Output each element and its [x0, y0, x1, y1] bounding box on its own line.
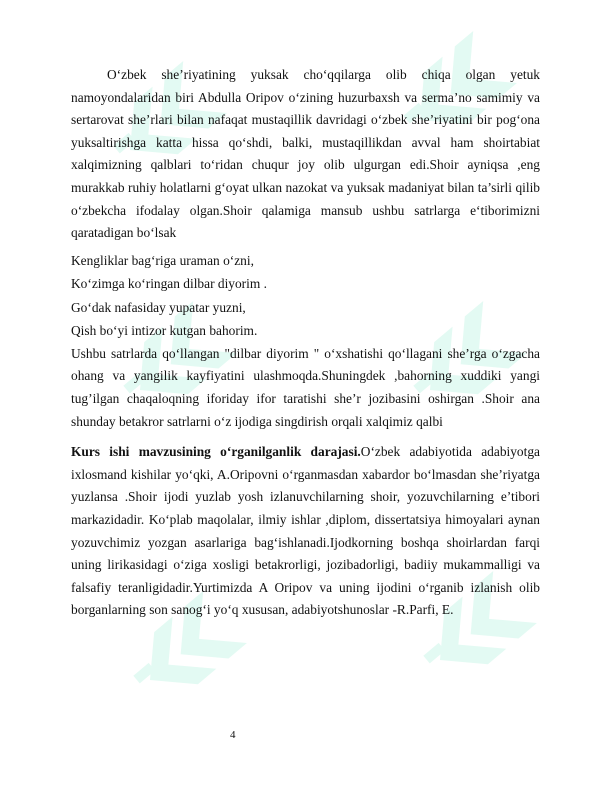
- document-body: [71, 64, 540, 622]
- intro-paragraph: O‘zbek she’riyatining yuksak cho‘qqilarga olib chiqa olgan yetuk namoyondalaridan biri Abdulla Oripov o‘zining huzurbaxsh va serma’no samimiy va sertarovat she’rlari bilan nafaqat mustaqillik davridagi o‘zbek she’riyatini bir pog‘ona yuksaltirishga katta hissa qo‘shdi, balki, mustaqillikdan avval ham shoirtabiat xalqimizning qalblari to‘ridan chuqur joy olib ulgurgan edi.Shoir ayniqsa ,eng murakkab ruhiy holatlarni g‘oyat ulkan nazokat va yuksak madaniyat bilan ta’sirli qilib o‘zbekcha ifodalay olgan.Shoir qalamiga mansub ushbu satrlarga e‘tiborimizni qaratadigan bo‘lsak: [71, 67, 540, 241]
- section-heading: Kurs ishi mavzusining o‘rganilganlik darajasi.: [71, 444, 361, 460]
- verse-line: Qish bo‘yi intizor kutgan bahorim.: [71, 323, 258, 339]
- section-paragraph: [71, 441, 540, 622]
- section-body: O‘zbek adabiyotida adabiyotga ixlosmand kishilar yo‘qki, A.Oripovni o‘rganmasdan xabardor bo‘lmasdan she’riyatga yuzlansa .Shoir ijodi yuzlab yosh izlanuvchilarning shoir, yozuvchilarning e’tibori markazidadir. Ko‘plab maqolalar, ilmiy ishlar ,diplom, dissertatsiya himoyalari aynan yozuvchimiz yozgan asarlariga bag‘ishlanadi.Ijodkorning boshqa shoirlardan farqi uning lirikasidagi o‘ziga xosligi betakrorligi, jozibadorligi, badiiy mukammalligi va falsafiy teranligidadir.Yurtimizda A Oripov va uning ijodini o‘rganib izlanish olib borganlarning son sanog‘i yo‘q xususan, adabiyotshunoslar -R.Parfi, E.: [71, 444, 540, 618]
- page-number: 4: [230, 729, 236, 741]
- analysis-paragraph: Ushbu satrlarda qo‘llangan "dilbar diyorim " o‘xshatishi qo‘llagani she’rga o‘zgacha ohang va yangilik kayfiyatini ulashmoqda.Shuningdek ,bahorning xuddiki yangi tug’ilgan chaqaloqning iforiday ifor taratishi she’r jozibasini oshirgan .Shoir ana shunday betakror satrlarni o‘z ijodiga singdirish orqali xalqimiz qalbi: [71, 345, 540, 429]
- verse-line: Go‘dak nafasiday yupatar yuzni,: [71, 299, 246, 315]
- verse-line: Ko‘zimga ko‘ringan dilbar diyorim .: [71, 276, 267, 292]
- verse-line: Kengliklar bag‘riga uraman o‘zni,: [71, 252, 254, 268]
